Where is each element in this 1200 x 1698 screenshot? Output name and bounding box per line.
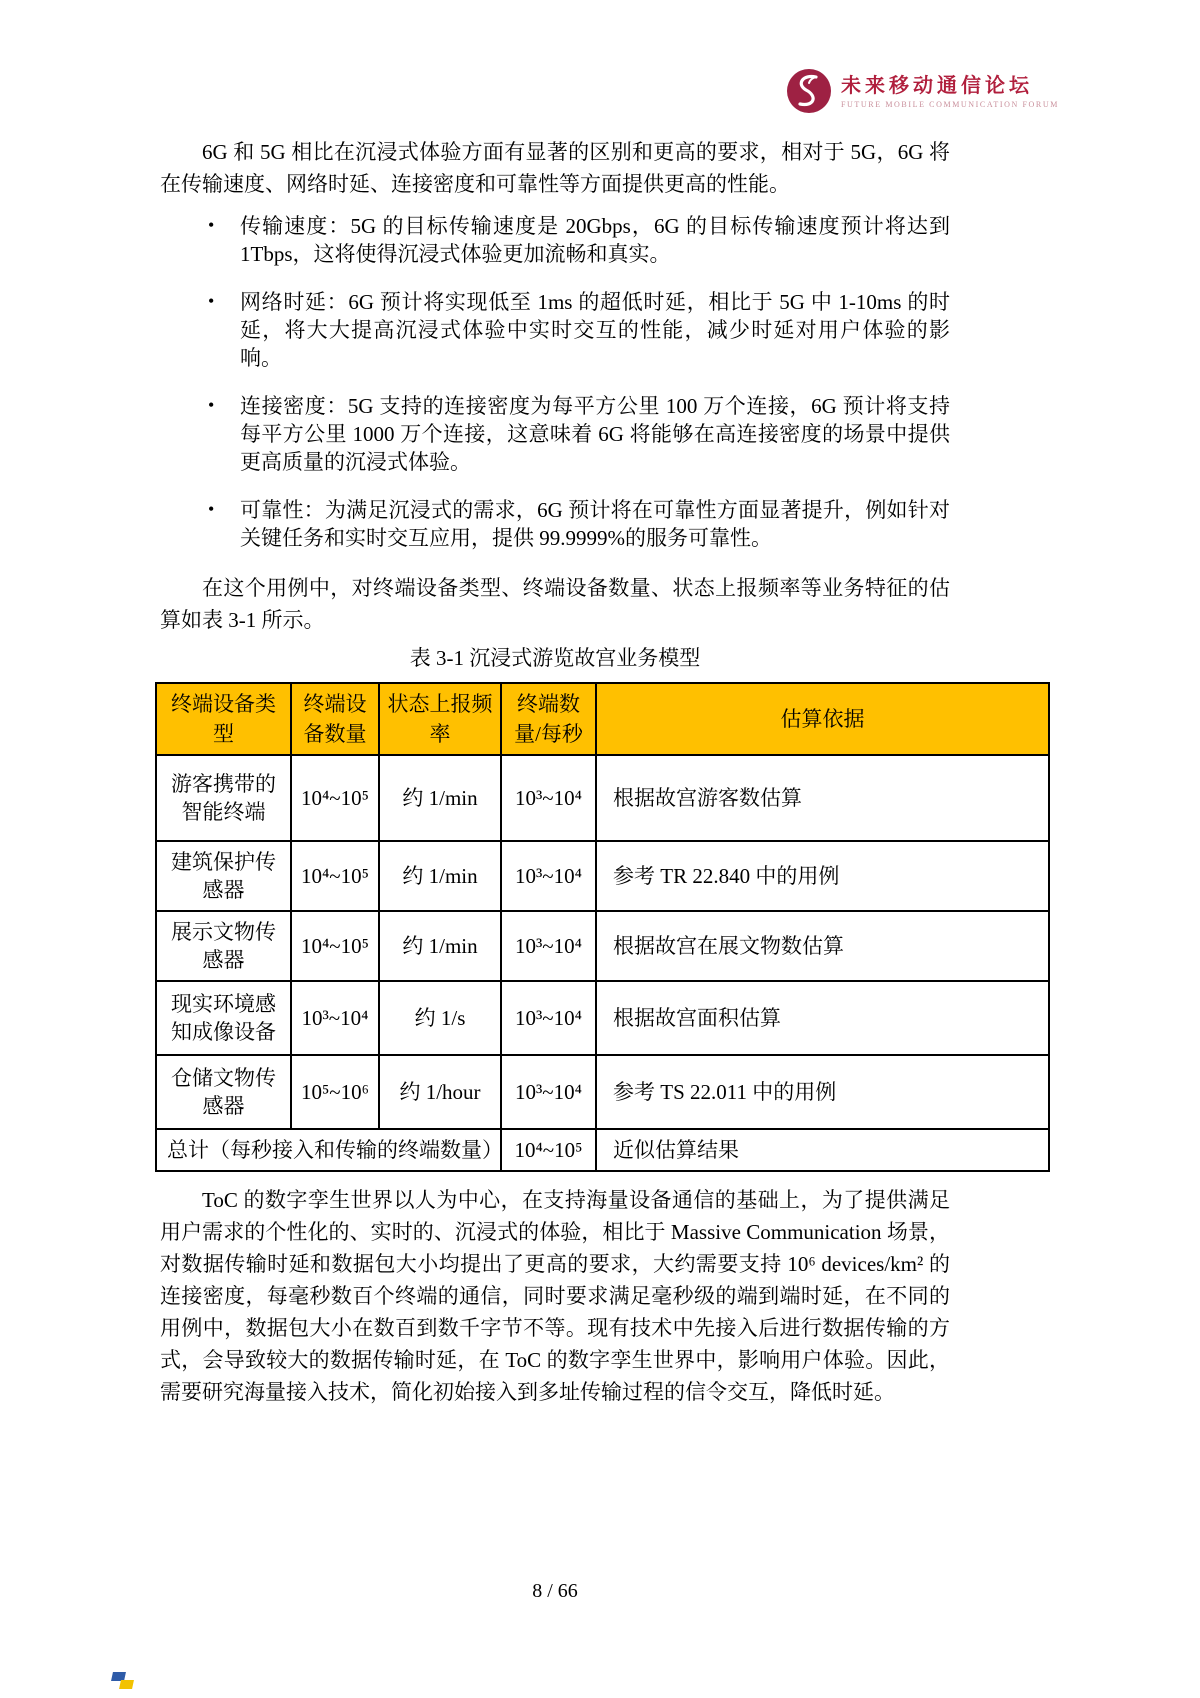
page-footer (160, 1580, 950, 1603)
table-cell: 约 1/s (379, 981, 501, 1055)
table-cell: 约 1/min (379, 755, 501, 841)
table-cell: 10⁵~10⁶ (291, 1055, 379, 1129)
table-intro-paragraph: 在这个用例中，对终端设备类型、终端设备数量、状态上报频率等业务特征的估算如表 3-1 所示。 (160, 576, 950, 632)
table-cell: 10³~10⁴ (501, 981, 596, 1055)
table-cell-total-label: 总计（每秒接入和传输的终端数量） (156, 1129, 501, 1171)
list-item-latency (160, 288, 950, 372)
table-cell: 根据故宫游客数估算 (596, 755, 1049, 841)
bullet-icon: • (208, 395, 215, 415)
table-cell: 根据故宫面积估算 (596, 981, 1049, 1055)
list-item-text: 传输速度：5G 的目标传输速度是 20Gbps，6G 的目标传输速度预计将达到 1Tbps，这将使得沉浸式体验更加流畅和真实。 (240, 214, 950, 266)
bullet-icon: • (208, 291, 215, 311)
table-cell: 约 1/min (379, 841, 501, 911)
list-item-reliability (160, 496, 950, 552)
table-row (156, 755, 1049, 841)
table-cell: 根据故宫在展文物数估算 (596, 911, 1049, 981)
column-header-devices-per-sec: 终端数量/每秒 (501, 683, 596, 755)
column-header-device-type: 终端设备类型 (156, 683, 291, 755)
column-header-report-rate: 状态上报频率 (379, 683, 501, 755)
intro-paragraph: 6G 和 5G 相比在沉浸式体验方面有显著的区别和更高的要求，相对于 5G，6G 将在传输速度、网络时延、连接密度和可靠性等方面提供更高的性能。 (160, 140, 950, 196)
table-cell: 10³~10⁴ (501, 1055, 596, 1129)
column-header-device-count: 终端设备数量 (291, 683, 379, 755)
table-cell: 10⁴~10⁵ (291, 841, 379, 911)
table-row (156, 1055, 1049, 1129)
table-cell: 约 1/hour (379, 1055, 501, 1129)
list-item-text: 可靠性：为满足沉浸式的需求，6G 预计将在可靠性方面显著提升，例如针对关键任务和实时交互应用，提供 99.9999%的服务可靠性。 (240, 498, 950, 550)
closing-paragraph: ToC 的数字孪生世界以人为中心，在支持海量设备通信的基础上，为了提供满足用户需求的个性化的、实时的、沉浸式的体验，相比于 Massive Communication 场景，对数据传输时延和数据包大小均提出了更高的要求，大约需要支持 10⁶ devices/km² 的连接密度，每毫秒数百个终端的通信，同时要求满足毫秒级的端到端时延，在不同的用例中，数据包大小在数百到数千字节不等。现有技术中先接入后进行数据传输的方式，会导致较大的数据传输时延，在 ToC 的数字孪生世界中，影响用户体验。因此，需要研究海量接入技术，简化初始接入到多址传输过程的信令交互，降低时延。 (160, 1188, 950, 1404)
table-row (156, 981, 1049, 1055)
yellow-mark-icon (119, 1680, 134, 1689)
page-number: 8 / 66 (532, 1580, 578, 1602)
list-item-text: 连接密度：5G 支持的连接密度为每平方公里 100 万个连接，6G 预计将支持每平方公里 1000 万个连接，这意味着 6G 将能够在高连接密度的场景中提供更高质量的沉浸式体验。 (240, 394, 950, 474)
forum-logo-text (841, 74, 1059, 109)
bottom-left-mark (112, 1672, 138, 1690)
list-item-speed (160, 212, 950, 268)
table-row (156, 841, 1049, 911)
table-row (156, 911, 1049, 981)
table-cell: 10³~10⁴ (501, 755, 596, 841)
table-caption: 表 3-1 沉浸式游览故宫业务模型 (409, 646, 701, 670)
table-cell: 游客携带的智能终端 (156, 755, 291, 841)
table-cell: 展示文物传感器 (156, 911, 291, 981)
table-cell: 建筑保护传感器 (156, 841, 291, 911)
table-cell: 10³~10⁴ (501, 841, 596, 911)
table-cell: 10³~10⁴ (291, 981, 379, 1055)
bullet-icon: • (208, 215, 215, 235)
table-cell: 约 1/min (379, 911, 501, 981)
list-item-density (160, 392, 950, 476)
table-cell: 10⁴~10⁵ (291, 755, 379, 841)
table-cell: 10⁴~10⁵ (291, 911, 379, 981)
table-cell: 参考 TR 22.840 中的用例 (596, 841, 1049, 911)
bullet-icon: • (208, 499, 215, 519)
business-model-table (155, 682, 1050, 1172)
table-cell: 参考 TS 22.011 中的用例 (596, 1055, 1049, 1129)
list-item-text: 网络时延：6G 预计将实现低至 1ms 的超低时延，相比于 5G 中 1-10ms 的时延，将大大提高沉浸式体验中实时交互的性能，减少时延对用户体验的影响。 (240, 290, 950, 370)
table-cell-total-value: 10⁴~10⁵ (501, 1129, 596, 1171)
forum-logo (786, 68, 1059, 114)
table-cell: 仓储文物传感器 (156, 1055, 291, 1129)
table-cell-total-basis: 近似估算结果 (596, 1129, 1049, 1171)
table-total-row (156, 1129, 1049, 1171)
column-header-estimation-basis: 估算依据 (596, 683, 1049, 755)
forum-logo-icon (786, 68, 832, 114)
forum-name-en: FUTURE MOBILE COMMUNICATION FORUM (841, 99, 1059, 109)
table-cell: 现实环境感知成像设备 (156, 981, 291, 1055)
forum-name-cn: 未来移动通信论坛 (841, 74, 1033, 97)
page-content (160, 136, 950, 1408)
capability-list (160, 212, 950, 552)
table-header-row (156, 683, 1049, 755)
table-cell: 10³~10⁴ (501, 911, 596, 981)
